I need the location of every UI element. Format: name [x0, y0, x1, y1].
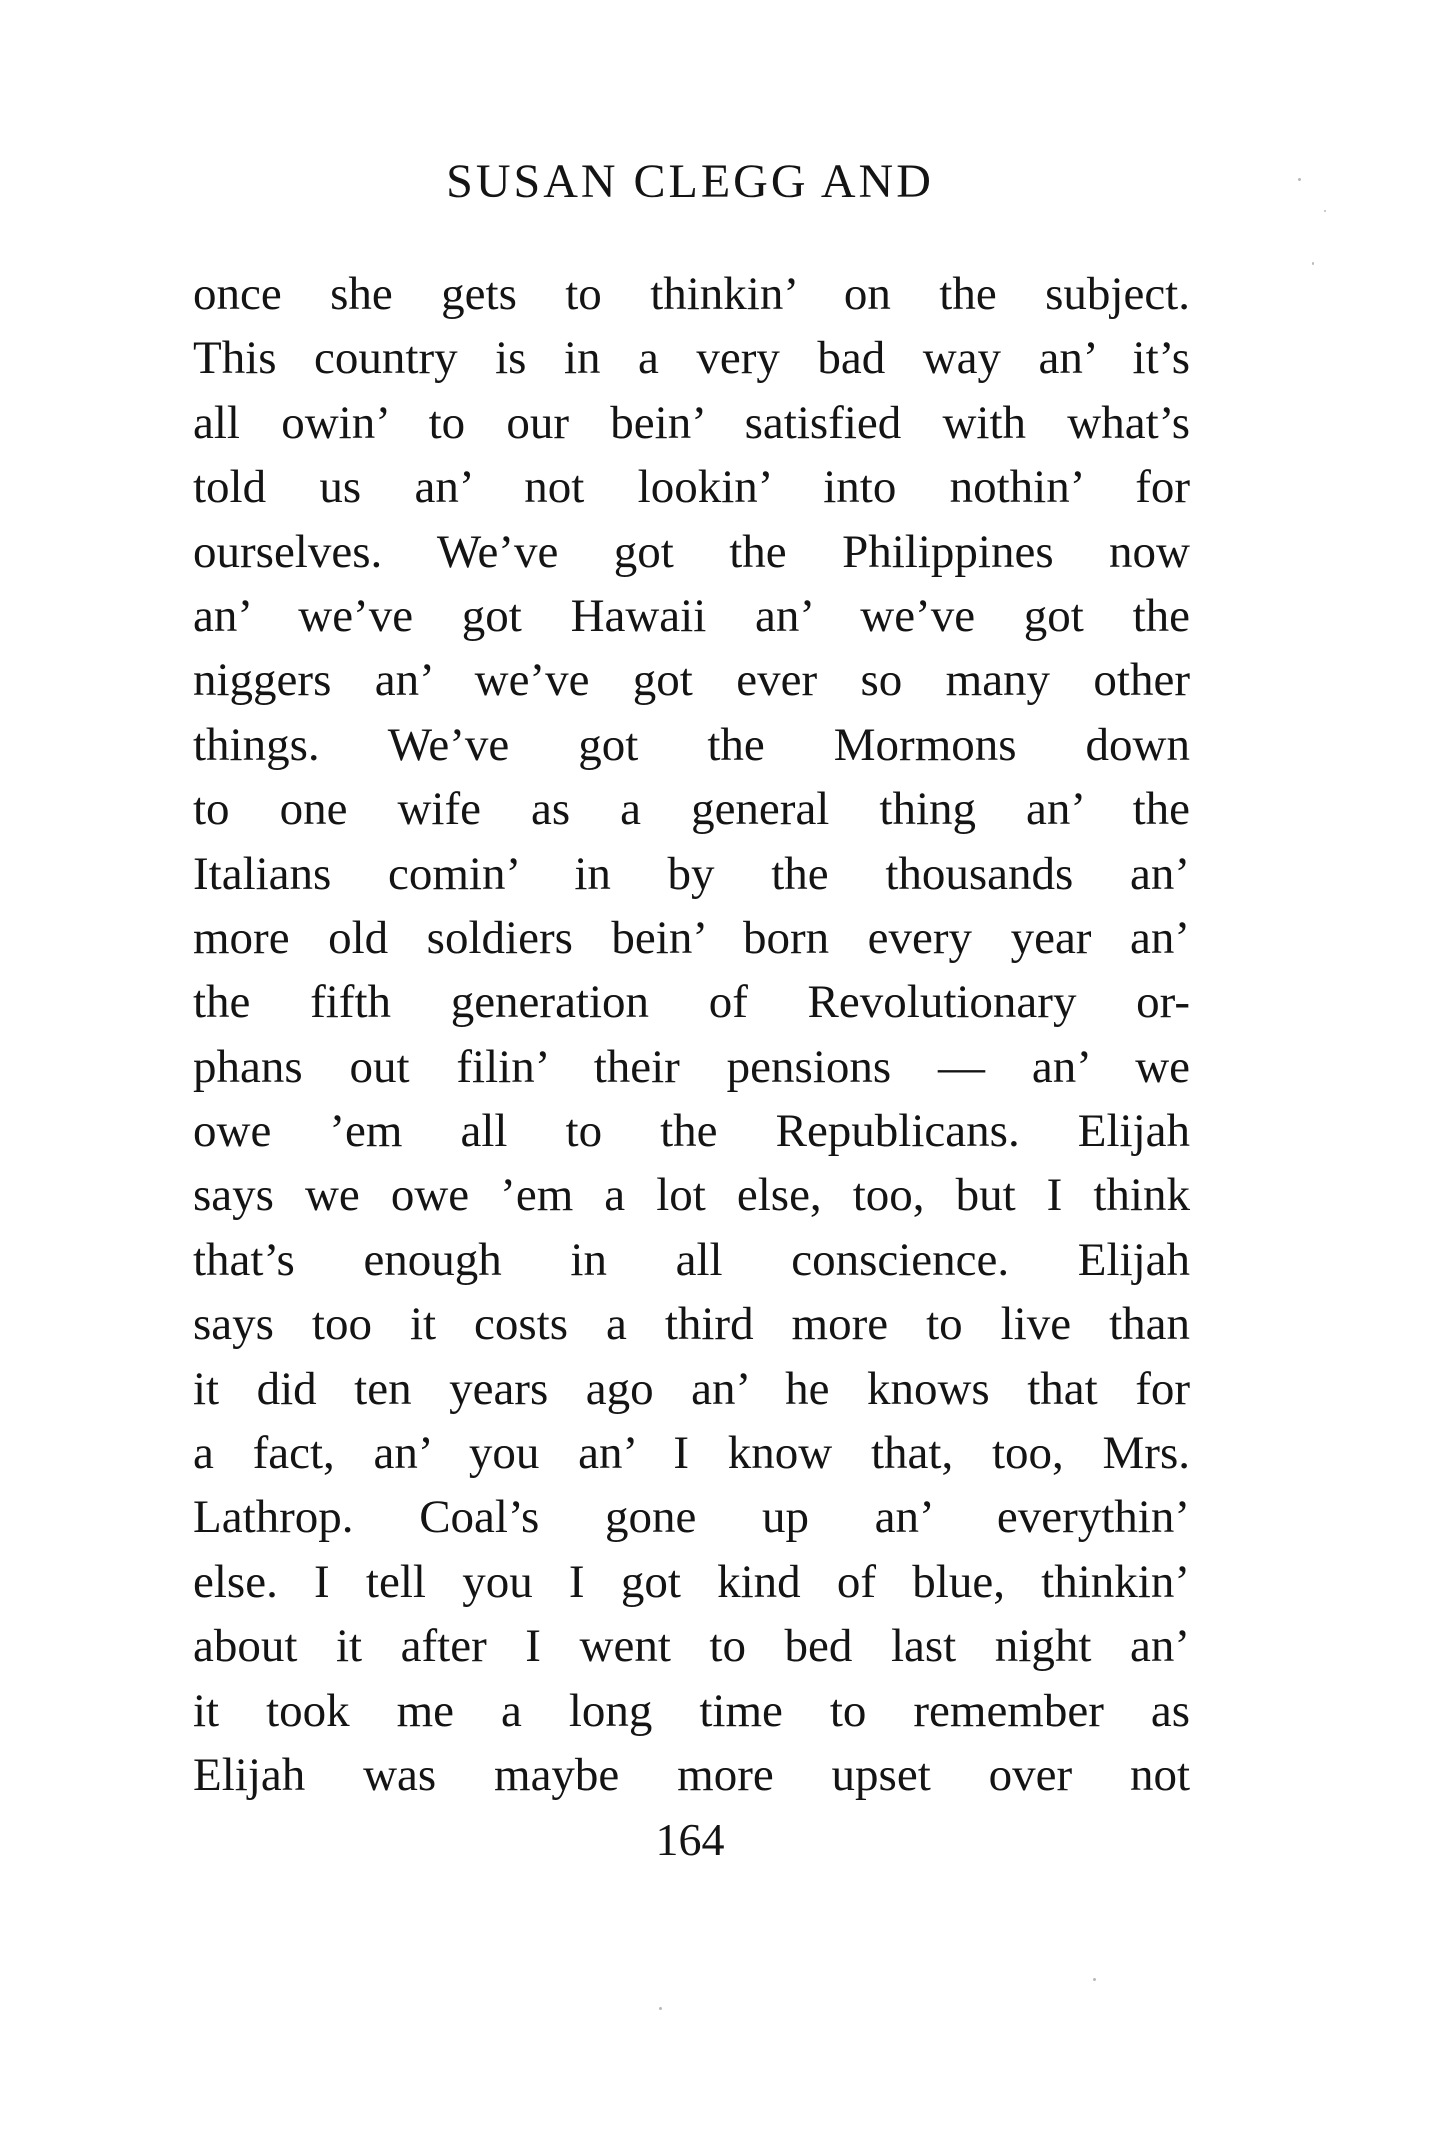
text-line: a fact, an’ you an’ I know that, too, Mrs.	[193, 1427, 1190, 1480]
text-line: an’ we’ve got Hawaii an’ we’ve got the	[193, 589, 1190, 642]
paper-speck	[1324, 210, 1326, 212]
text-line: This country is in a very bad way an’ it’s	[193, 332, 1190, 385]
text-line: things. We’ve got the Mormons down	[193, 718, 1190, 771]
body-text	[193, 262, 1190, 1807]
text-line: it did ten years ago an’ he knows that for	[193, 1362, 1190, 1415]
text-line: says too it costs a third more to live than	[193, 1298, 1190, 1351]
text-line: all owin’ to our bein’ satisfied with what’s	[193, 396, 1190, 449]
text-line: to one wife as a general thing an’ the	[193, 783, 1190, 836]
text-line: says we owe ’em a lot else, too, but I think	[193, 1169, 1190, 1222]
text-line: Elijah was maybe more upset over not	[193, 1748, 1190, 1801]
text-line: owe ’em all to the Republicans. Elijah	[193, 1105, 1190, 1158]
text-line: Italians comin’ in by the thousands an’	[193, 847, 1190, 900]
text-line: told us an’ not lookin’ into nothin’ for	[193, 461, 1190, 514]
text-line: more old soldiers bein’ born every year an’	[193, 911, 1190, 964]
text-line: niggers an’ we’ve got ever so many other	[193, 654, 1190, 707]
text-line: about it after I went to bed last night an’	[193, 1620, 1190, 1673]
paper-speck	[1298, 178, 1301, 181]
text-line: ourselves. We’ve got the Philippines now	[193, 525, 1190, 578]
text-line: it took me a long time to remember as	[193, 1684, 1190, 1737]
paper-speck	[1093, 1978, 1096, 1981]
text-line: phans out filin’ their pensions — an’ we	[193, 1040, 1190, 1093]
paper-speck	[1312, 262, 1314, 265]
paper-speck	[659, 2007, 662, 2010]
text-line: that’s enough in all conscience. Elijah	[193, 1233, 1190, 1286]
running-head: SUSAN CLEGG AND	[446, 155, 934, 208]
text-line: the fifth generation of Revolutionary or-	[193, 976, 1190, 1029]
page-number: 164	[655, 1814, 725, 1865]
text-line: once she gets to thinkin’ on the subject.	[193, 268, 1190, 320]
text-line: Lathrop. Coal’s gone up an’ everythin’	[193, 1491, 1190, 1544]
text-line: else. I tell you I got kind of blue, thinkin’	[193, 1555, 1190, 1608]
